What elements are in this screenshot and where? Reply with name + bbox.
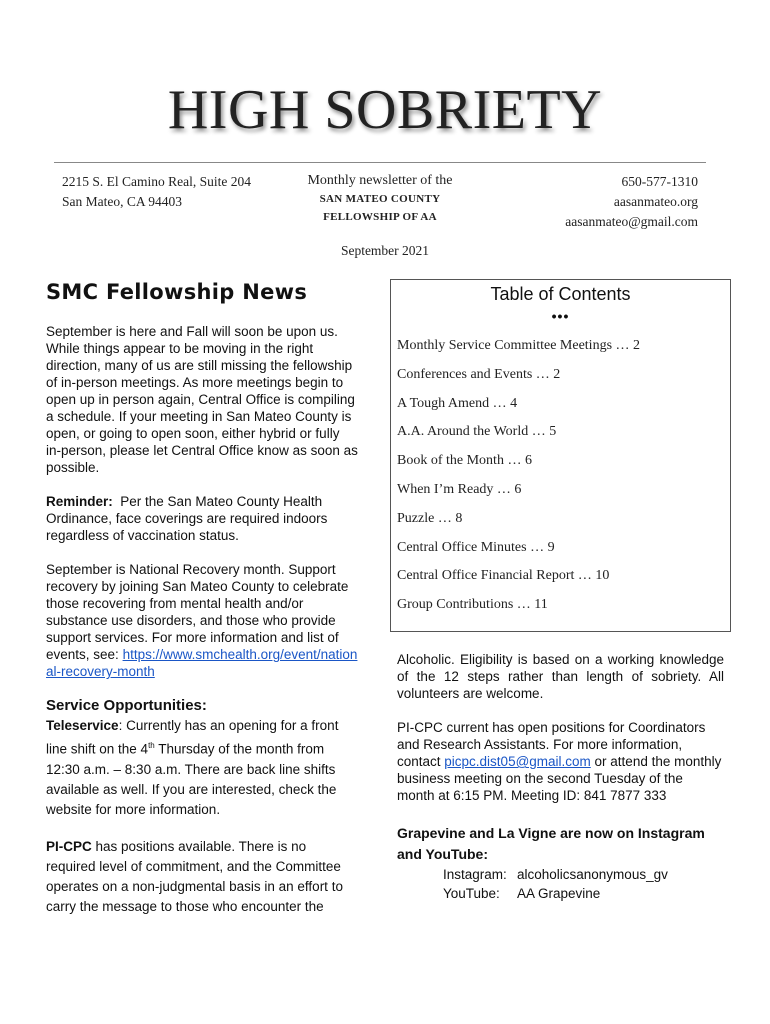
email-link[interactable]: aasanmateo@gmail.com [565, 214, 698, 229]
service-section-title: Service Opportunities: [46, 697, 207, 714]
left-column [46, 280, 358, 917]
instagram-row [397, 865, 724, 884]
newsletter-title: HIGH SOBRIETY [167, 79, 603, 141]
address-line-2: San Mateo, CA 94403 [62, 194, 182, 209]
picpc-paragraph [46, 837, 358, 917]
recovery-month-link[interactable]: https://www.smchealth.org/event/national-recovery-month [46, 647, 358, 679]
instagram-handle: alcoholicsanonymous_gv [517, 867, 668, 882]
toc-item: Group Contributions … 11 [397, 597, 548, 613]
instagram-label: Instagram: [443, 867, 507, 882]
toc-item: A.A. Around the World … 5 [397, 424, 557, 440]
picpc-positions-text: PI-CPC current has open positions for Coordinators and Research Assistants. For more information, contact [397, 720, 706, 769]
toc-item: Book of the Month … 6 [397, 453, 532, 469]
youtube-label: YouTube: [443, 886, 500, 901]
youtube-row [397, 884, 724, 903]
picpc-text: has positions available. There is no required level of commitment, and the Committee operates on a non-judgmental basis in an effort to carry the message to those who encounter the [46, 838, 343, 914]
org-line-2: FELLOWSHIP OF AA [323, 211, 437, 223]
address-line-1: 2215 S. El Camino Real, Suite 204 [62, 174, 251, 189]
teleservice-text-start: : Currently has an opening for a front line shift on the 4 [46, 718, 339, 757]
issue-date: September 2021 [340, 243, 430, 258]
picpc-label: PI-CPC [46, 838, 92, 854]
contact-block [565, 172, 698, 232]
toc-item: Puzzle … 8 [397, 510, 463, 526]
toc-item: A Tough Amend … 4 [397, 395, 518, 411]
reminder-text: Per the San Mateo County Health Ordinance, face coverings are required indoors regardless of vaccination status. [46, 494, 328, 543]
youtube-channel: AA Grapevine [517, 886, 601, 901]
org-line-1: SAN MATEO COUNTY [319, 193, 441, 205]
reminder-paragraph [46, 493, 358, 544]
news-section-title: SMC Fellowship News [46, 280, 308, 304]
teleservice-paragraph [46, 716, 358, 820]
address-block [62, 172, 251, 212]
toc-item: Central Office Financial Report … 10 [397, 568, 610, 584]
picpc-continued-paragraph: Alcoholic. Eligibility is based on a working knowledge of the 12 steps rather than length of sobriety. All volunteers are welcome. [397, 652, 724, 701]
toc-title: Table of Contents [490, 284, 631, 304]
phone-number: 650-577-1310 [621, 174, 698, 189]
toc-item: Monthly Service Committee Meetings … 2 [397, 338, 641, 353]
table-of-contents [390, 279, 731, 632]
tagline: Monthly newsletter of the [307, 173, 453, 188]
toc-item: When I’m Ready … 6 [397, 481, 522, 497]
website-link[interactable]: aasanmateo.org [613, 194, 698, 209]
picpc-email-link[interactable]: picpc.dist05@gmail.com [444, 754, 591, 769]
ordinal-suffix: th [148, 741, 155, 750]
recovery-text: September is National Recovery month. Support recovery by joining San Mateo County to celebrate those recovering from mental health and/or substance use disorders, and those who provide support services. For more information and list of events, see: [46, 562, 349, 662]
reminder-label: Reminder: [46, 494, 113, 509]
teleservice-label: Teleservice [46, 718, 119, 733]
recovery-paragraph [46, 561, 358, 680]
right-column [397, 651, 724, 903]
news-intro-paragraph: September is here and Fall will soon be upon us. While things appear to be moving in the right direction, many of us are still missing the fellowship of in-person meetings. As more meetings begin to open up in person again, Central Office is compiling a schedule. If your meeting in San Mateo County is open, or going to open soon, either hybrid or fully in-person, please let Central Office know as soon as possible. [46, 324, 358, 475]
picpc-meeting-text: or attend the monthly business meeting on the second Tuesday of the month at 6:15 PM. Meeting ID: 841 7877 333 [397, 754, 722, 803]
toc-ornament: ••• [551, 308, 570, 324]
header-divider [54, 162, 706, 163]
grapevine-title: Grapevine and La Vigne are now on Instagram and YouTube: [397, 825, 705, 862]
publisher-block [280, 172, 480, 226]
picpc-positions-paragraph [397, 719, 724, 804]
toc-list [391, 332, 730, 620]
toc-item: Conferences and Events … 2 [397, 366, 561, 382]
toc-item: Central Office Minutes … 9 [397, 539, 555, 555]
teleservice-text-end: Thursday of the month from 12:30 a.m. – 8:30 a.m. There are back line shifts available as well. If you are interested, check the website for more information. [46, 741, 337, 817]
